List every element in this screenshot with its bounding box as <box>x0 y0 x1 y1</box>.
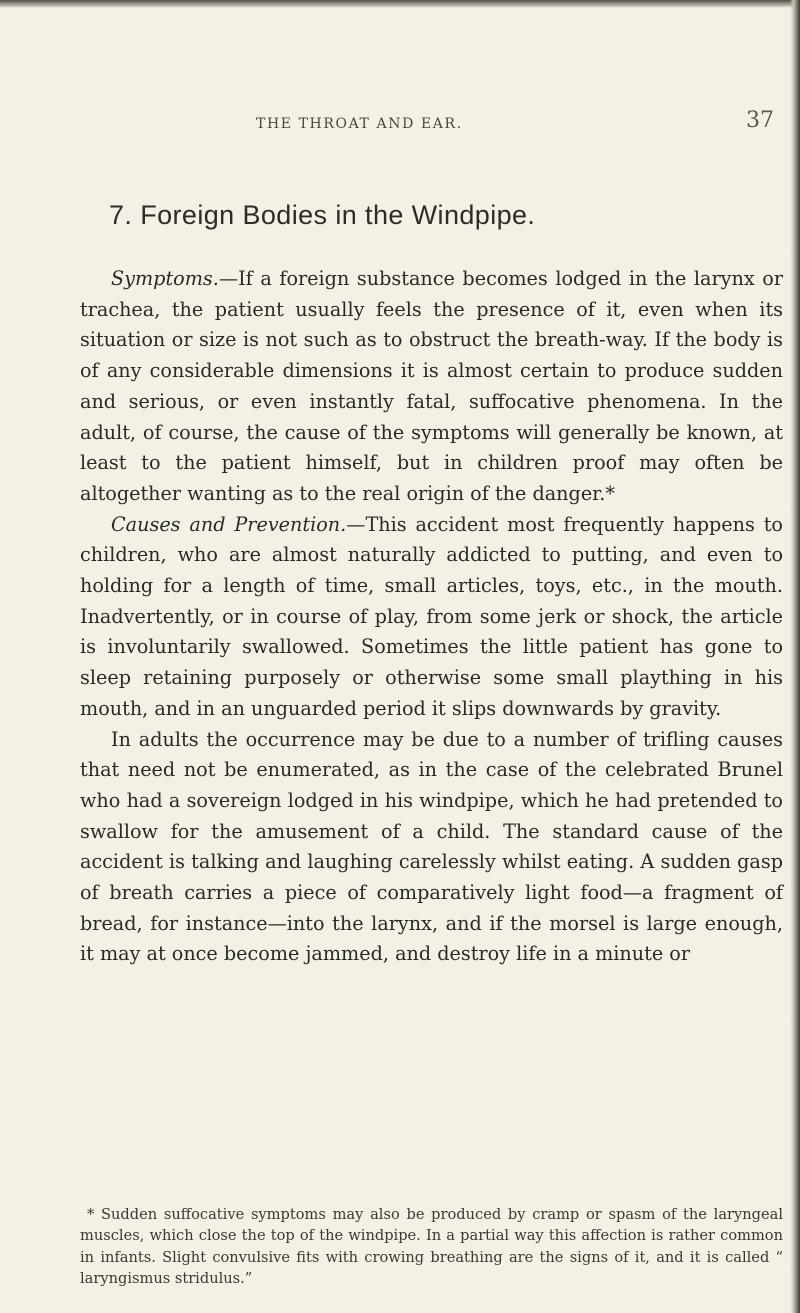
book-page <box>56 0 782 1313</box>
paragraph-lead: Causes and Prevention. <box>111 512 347 536</box>
paragraph-causes <box>80 510 783 725</box>
paragraph-text: —If a foreign substance becomes lodged in the larynx or trachea, the patient usually feels the presence of it, even when its situation or size is not such as to obstruct the breath-way. If the body is of any considerable dimensions it is almost certain to produce sudden and serious, or even instantly fatal, suffocative phenomena. In the adult, of course, the cause of the symptoms will generally be known, at least to the patient himself, but in children proof may often be altogether wanting as to the real origin of the danger.* <box>80 267 783 505</box>
footnote: * Sudden suffocative symptoms may also be produced by cramp or spasm of the laryngeal muscles, which close the top of the windpipe. In a partial way this affection is rather common in infants. Slight convulsive fits with crowing breathing are the signs of it, and it is called “ laryngismus stridulus.” <box>80 1206 783 1288</box>
page-right-shadow <box>790 0 800 1313</box>
running-title: THE THROAT AND EAR. <box>256 116 463 132</box>
paragraph-text: In adults the occurrence may be due to a number of trifling causes that need not be enumerated, as in the case of the celebrated Brunel who had a sovereign lodged in his windpipe, which he had pretended to swallow for the amusement of a child. The standard cause of the accident is talking and laughing carelessly whilst eating. A sudden gasp of breath carries a piece of comparatively light food—a fragment of bread, for instance—into the larynx, and if the morsel is large enough, it may at once become jammed, and destroy life in a minute or <box>80 727 783 966</box>
section-heading: 7. Foreign Bodies in the Windpipe. <box>109 200 536 230</box>
paragraph-symptoms <box>80 264 783 510</box>
paragraph-lead: Symptoms. <box>111 267 219 290</box>
running-head <box>56 108 774 138</box>
body-text <box>80 264 783 970</box>
paragraph-adults <box>80 725 783 971</box>
paragraph-text: —This accident most frequently happens to children, who are almost naturally addicted to putting, and even to holding for a length of time, small articles, toys, etc., in the mouth. Inadvertently, or in course of play, from some jerk or shock, the article is involuntarily swallowed. Sometimes the little patient has gone to sleep retaining purposely or otherwise some small plaything in his mouth, and in an unguarded period it slips downwards by gravity. <box>80 512 783 720</box>
page-number: 37 <box>746 108 774 133</box>
